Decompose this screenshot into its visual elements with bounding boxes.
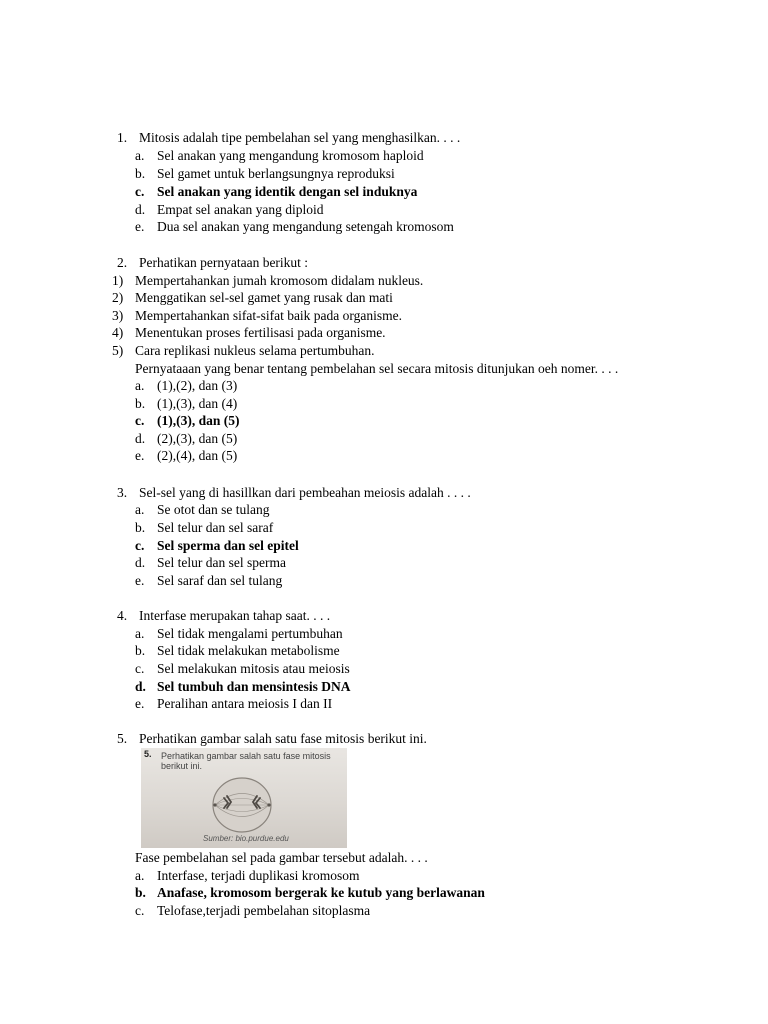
- q2-option-b: (1),(3), dan (4): [157, 396, 238, 411]
- q2-statement-5: Cara replikasi nukleus selama pertumbuhan.: [135, 343, 375, 358]
- q1-option-e: Dua sel anakan yang mengandung setengah kromosom: [157, 219, 454, 234]
- photo-caption-line-1: Perhatikan gambar salah satu fase mitosis: [161, 751, 331, 761]
- q5-option-a: Interfase, terjadi duplikasi kromosom: [157, 868, 360, 883]
- dividing-cell-illustration: [207, 774, 277, 834]
- q5-option-b-answer: Anafase, kromosom bergerak ke kutub yang berlawanan: [157, 885, 485, 900]
- q2-statement-3: Mempertahankan sifat-sifat baik pada organisme.: [135, 308, 403, 323]
- q2-option-c-letter: c.: [135, 413, 145, 428]
- q1-option-d: Empat sel anakan yang diploid: [157, 202, 324, 217]
- q4-option-a-letter: a.: [135, 626, 145, 641]
- q3-option-c-answer: Sel sperma dan sel epitel: [157, 538, 299, 553]
- q2-option-d-letter: d.: [135, 431, 146, 446]
- q5-option-c: Telofase,terjadi pembelahan sitoplasma: [157, 903, 371, 918]
- q1-option-a: Sel anakan yang mengandung kromosom haploid: [157, 148, 424, 163]
- q1-option-c-answer: Sel anakan yang identik dengan sel induknya: [157, 184, 418, 199]
- q2-statement-4-number: 4): [112, 325, 124, 340]
- q4-option-c: Sel melakukan mitosis atau meiosis: [157, 661, 350, 676]
- photo-question-number: 5.: [144, 749, 152, 759]
- question-5-text: Perhatikan gambar salah satu fase mitosis berikut ini.: [139, 731, 427, 746]
- q3-option-b-letter: b.: [135, 520, 146, 535]
- question-2-number: 2.: [117, 255, 128, 270]
- q4-option-a: Sel tidak mengalami pertumbuhan: [157, 626, 343, 641]
- photo-caption-line-2: berikut ini.: [161, 761, 203, 771]
- q2-statement-4: Menentukan proses fertilisasi pada organisme.: [135, 325, 386, 340]
- q2-statement-1: Mempertahankan jumah kromosom didalam nukleus.: [135, 273, 424, 288]
- q2-statement-1-number: 1): [112, 273, 124, 288]
- q2-option-c-answer: (1),(3), dan (5): [157, 413, 240, 428]
- q3-option-a: Se otot dan se tulang: [157, 502, 270, 517]
- q2-statement-2: Menggatikan sel-sel gamet yang rusak dan mati: [135, 290, 393, 305]
- question-2-text: Perhatikan pernyataan berikut :: [139, 255, 309, 270]
- q2-option-a-letter: a.: [135, 378, 145, 393]
- question-5-number: 5.: [117, 731, 128, 746]
- q3-option-d: Sel telur dan sel sperma: [157, 555, 286, 570]
- q2-option-b-letter: b.: [135, 396, 146, 411]
- q5-option-b-letter: b.: [135, 885, 146, 900]
- q5-option-c-letter: c.: [135, 903, 145, 918]
- q3-option-e-letter: e.: [135, 573, 145, 588]
- q4-option-c-letter: c.: [135, 661, 145, 676]
- q4-option-d-letter: d.: [135, 679, 146, 694]
- q2-option-a: (1),(2), dan (3): [157, 378, 238, 393]
- q2-prompt: Pernyataaan yang benar tentang pembelahan sel secara mitosis ditunjukan oeh nomer. . . .: [135, 361, 619, 376]
- q2-option-d: (2),(3), dan (5): [157, 431, 238, 446]
- q4-option-e: Peralihan antara meiosis I dan II: [157, 696, 333, 711]
- mitosis-phase-photo: [141, 748, 347, 848]
- q4-option-d-answer: Sel tumbuh dan mensintesis DNA: [157, 679, 351, 694]
- q1-option-a-letter: a.: [135, 148, 145, 163]
- q3-option-a-letter: a.: [135, 502, 145, 517]
- q3-option-e: Sel saraf dan sel tulang: [157, 573, 283, 588]
- q1-option-b: Sel gamet untuk berlangsungnya reproduksi: [157, 166, 395, 181]
- question-4-number: 4.: [117, 608, 128, 623]
- q4-option-b: Sel tidak melakukan metabolisme: [157, 643, 340, 658]
- q5-option-a-letter: a.: [135, 868, 145, 883]
- question-1-number: 1.: [117, 130, 128, 145]
- q2-option-e: (2),(4), dan (5): [157, 448, 238, 463]
- q2-statement-2-number: 2): [112, 290, 124, 305]
- q1-option-c-letter: c.: [135, 184, 145, 199]
- question-3-number: 3.: [117, 485, 128, 500]
- question-1-text: Mitosis adalah tipe pembelahan sel yang menghasilkan. . . .: [139, 130, 461, 145]
- q2-statement-3-number: 3): [112, 308, 124, 323]
- photo-source: Sumber: bio.purdue.edu: [203, 834, 289, 843]
- q1-option-b-letter: b.: [135, 166, 146, 181]
- q2-statement-5-number: 5): [112, 343, 124, 358]
- q5-prompt: Fase pembelahan sel pada gambar tersebut adalah. . . .: [135, 850, 428, 865]
- q1-option-e-letter: e.: [135, 219, 145, 234]
- q3-option-c-letter: c.: [135, 538, 145, 553]
- q3-option-b: Sel telur dan sel saraf: [157, 520, 274, 535]
- q3-option-d-letter: d.: [135, 555, 146, 570]
- question-4-text: Interfase merupakan tahap saat. . . .: [139, 608, 331, 623]
- q4-option-e-letter: e.: [135, 696, 145, 711]
- q2-option-e-letter: e.: [135, 448, 145, 463]
- q1-option-d-letter: d.: [135, 202, 146, 217]
- q4-option-b-letter: b.: [135, 643, 146, 658]
- question-3-text: Sel-sel yang di hasillkan dari pembeahan meiosis adalah . . . .: [139, 485, 471, 500]
